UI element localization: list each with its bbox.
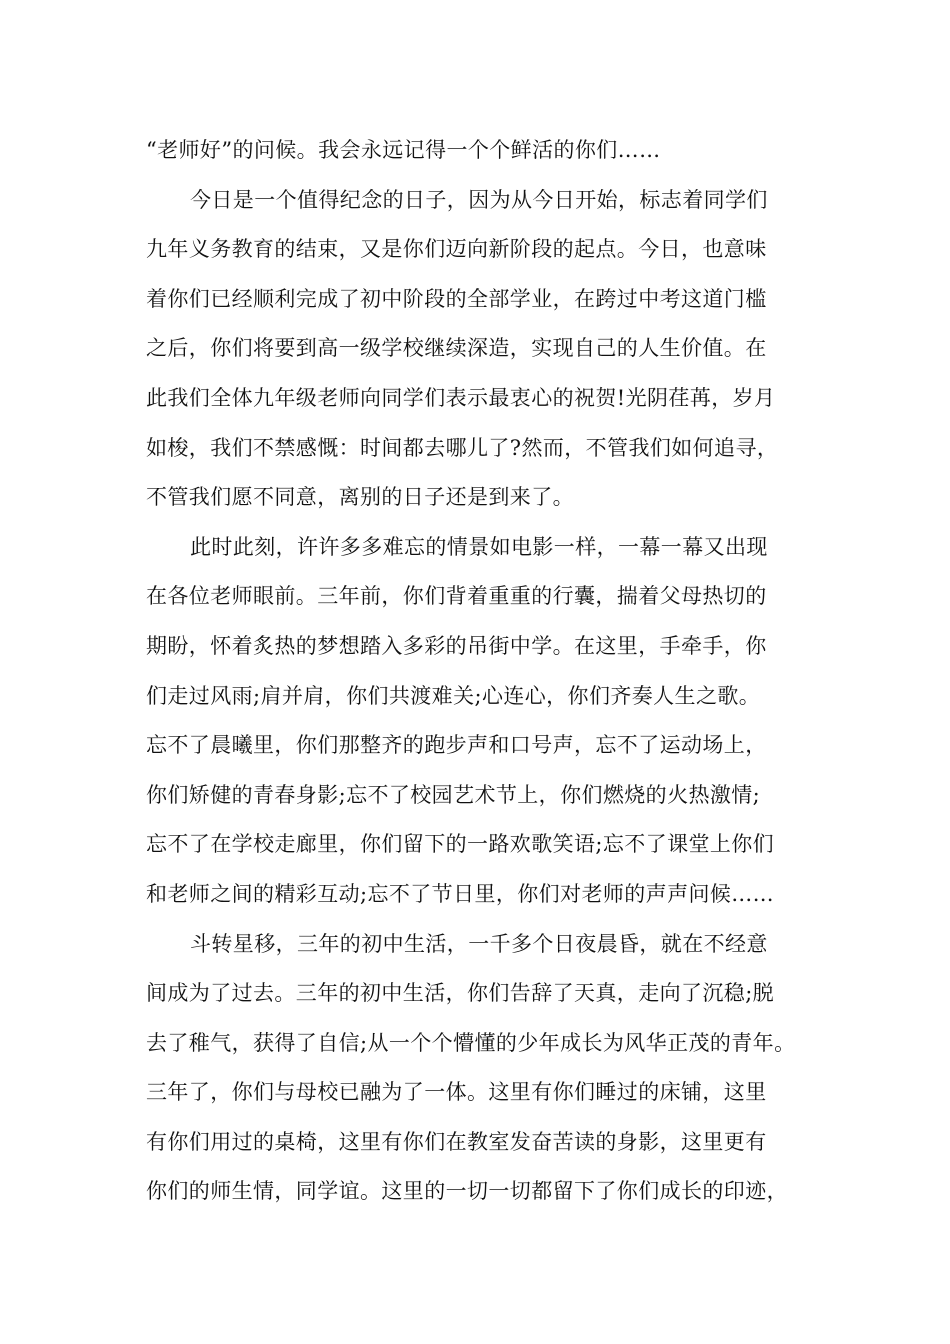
text-line: 之后，你们将要到高一级学校继续深造，实现自己的人生价值。在 bbox=[146, 336, 767, 361]
text-line: 忘不了在学校走廊里，你们留下的一路欢歌笑语;忘不了课堂上你们 bbox=[146, 832, 775, 857]
text-line: 三年了，你们与母校已融为了一体。这里有你们睡过的床铺，这里 bbox=[146, 1080, 767, 1105]
text-line: 此我们全体九年级老师向同学们表示最衷心的祝贺!光阴荏苒，岁月 bbox=[146, 385, 776, 410]
text-line: 你们的师生情，同学谊。这里的一切一切都留下了你们成长的印迹， bbox=[146, 1179, 788, 1204]
text-line: 期盼，怀着炙热的梦想踏入多彩的吊街中学。在这里，手牵手，你 bbox=[146, 633, 767, 658]
text-line: “老师好”的问候。我会永远记得一个个鲜活的你们…… bbox=[146, 138, 661, 162]
text-line: 你们矫健的青春身影;忘不了校园艺术节上，你们燃烧的火热激情; bbox=[146, 782, 761, 807]
text-line: 有你们用过的桌椅，这里有你们在教室发奋苦读的身影，这里更有 bbox=[146, 1129, 767, 1154]
text-line: 们走过风雨;肩并肩，你们共渡难关;心连心，你们齐奏人生之歌。 bbox=[146, 683, 761, 708]
text-line: 在各位老师眼前。三年前，你们背着重重的行囊，揣着父母热切的 bbox=[146, 584, 767, 609]
text-line: 不管我们愿不同意，离别的日子还是到来了。 bbox=[146, 485, 574, 510]
text-line: 忘不了晨曦里，你们那整齐的跑步声和口号声，忘不了运动场上， bbox=[146, 733, 767, 758]
body-text bbox=[146, 126, 836, 1217]
text-line: 和老师之间的精彩互动;忘不了节日里，你们对老师的声声问候…… bbox=[146, 881, 775, 906]
text-line: 去了稚气，获得了自信;从一个个懵懂的少年成长为风华正茂的青年。 bbox=[146, 1030, 796, 1055]
text-line: 九年义务教育的结束，又是你们迈向新阶段的起点。今日，也意味 bbox=[146, 237, 767, 262]
text-line: 如梭，我们不禁感慨：时间都去哪儿了?然而，不管我们如何追寻， bbox=[146, 435, 779, 460]
text-line: 间成为了过去。三年的初中生活，你们告辞了天真，走向了沉稳;脱 bbox=[146, 981, 775, 1006]
paragraph-first-line: 此时此刻，许许多多难忘的情景如电影一样，一幕一幕又出现 bbox=[190, 534, 768, 559]
paragraph-first-line: 斗转星移，三年的初中生活，一千多个日夜晨昏，就在不经意 bbox=[190, 931, 768, 956]
paragraph-first-line: 今日是一个值得纪念的日子，因为从今日开始，标志着同学们 bbox=[190, 187, 768, 212]
text-line: 着你们已经顺利完成了初中阶段的全部学业，在跨过中考这道门槛 bbox=[146, 286, 767, 311]
